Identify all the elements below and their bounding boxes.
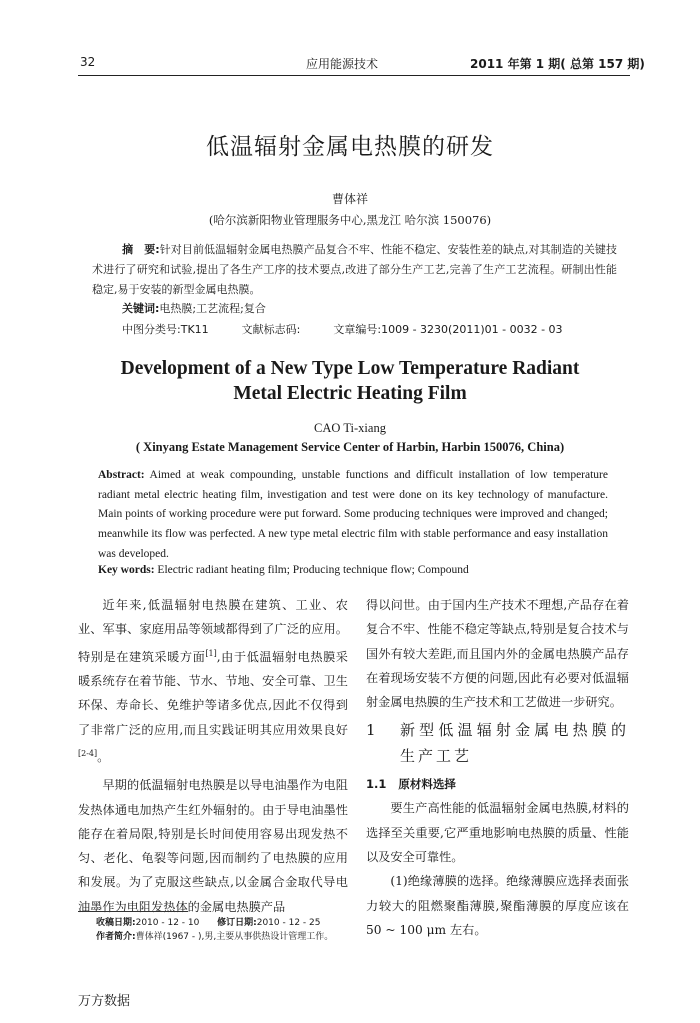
article-no-value: 1009 - 3230(2011)01 - 0032 - 03	[381, 323, 563, 336]
subsection-number: 1.1	[366, 777, 387, 792]
bio-label: 作者简介:	[96, 932, 136, 942]
keywords-en-label: Key words:	[98, 564, 155, 576]
header-rule	[78, 75, 630, 76]
title-zh: 低温辐射金属电热膜的研发	[206, 134, 494, 160]
footnote	[96, 916, 348, 944]
abstract-zh-label: 摘 要:	[122, 243, 160, 256]
body-paragraph: (1)绝缘薄膜的选择。绝缘薄膜应选择表面张力较大的阻燃聚酯薄膜,聚酯薄膜的厚度应该在 50 ~ 100 μm 左右。	[366, 874, 629, 937]
keywords-zh	[122, 300, 266, 316]
doc-code-label: 文献标志码:	[241, 323, 301, 336]
body-right-column	[366, 593, 629, 942]
abstract-en	[98, 466, 608, 565]
issue-info: 2011 年第 1 期( 总第 157 期)	[470, 57, 645, 71]
clc-label: 中图分类号:	[122, 323, 181, 336]
body-left-column	[78, 593, 348, 919]
keywords-zh-text: 电热膜;工艺流程;复合	[159, 302, 266, 315]
section-number: 1	[366, 721, 379, 740]
subsection-heading	[366, 772, 629, 796]
body-paragraph: 要生产高性能的低温辐射金属电热膜,材料的选择至关重要,它严重地影响电热膜的质量、性能以及安全可靠性。	[366, 801, 629, 865]
citation-ref: [1]	[205, 648, 217, 658]
abstract-zh-text: 针对目前低温辐射金属电热膜产品复合不牢、性能不稳定、安装性差的缺点,对其制造的关键技术进行了研究和试验,提出了各生产工序的技术要点,改进了部分生产工艺,完善了生产工艺流程。研制出性能稳定,易于安装的新型金属电热膜。	[92, 243, 617, 296]
abstract-en-text: Aimed at weak compounding, unstable functions and difficult installation of low temperature radiant metal electric heating film, investigation and test were done on its key technology of manufacture. Main points of working procedure were put forward. Some producing techniques were improved and changed; meanwhile its flow was perfected. A new type metal electric film with stable performance and easy installation was developed.	[98, 469, 608, 560]
author-bio: 曹体祥(1967 - ),男,主要从事供热设计管理工作。	[135, 932, 334, 942]
body-paragraph: 早期的低温辐射电热膜是以导电油墨作为电阻发热体通电加热产生红外辐射的。由于导电油墨性能存在着局限,特别是长时间使用容易出现发热不匀、老化、龟裂等问题,因而制约了电热膜的应用和发展。为了克服这些缺点,以金属合金取代导电油墨作为电阻发热体的金属电热膜产品	[78, 778, 348, 914]
author-zh: 曹体祥	[331, 192, 368, 206]
abstract-zh	[92, 240, 617, 300]
affiliation-en: ( Xinyang Estate Management Service Center of Harbin, Harbin 150076, China)	[135, 440, 565, 454]
section-heading	[366, 717, 629, 769]
body-text: 近年来,低温辐射电热膜在建筑、工业、农业、军事、家庭用品等领域都得到了广泛的应用。特别是在建筑采暖方面	[78, 598, 348, 664]
keywords-zh-label: 关键词:	[122, 302, 160, 315]
abstract-en-label: Abstract:	[98, 469, 145, 481]
received-date: 2010 - 12 - 10	[135, 918, 200, 928]
title-en-line1: Development of a New Type Low Temperature Radiant	[120, 358, 580, 379]
title-en-line2: Metal Electric Heating Film	[233, 383, 467, 404]
citation-ref: [2-4]	[78, 748, 98, 758]
watermark: 万方数据	[78, 994, 131, 1009]
subsection-title: 原材料选择	[398, 777, 456, 792]
journal-name: 应用能源技术	[306, 57, 379, 71]
received-label: 收稿日期:	[96, 918, 136, 928]
section-title: 新型低温辐射金属电热膜的生产工艺	[400, 721, 629, 766]
body-text: ,由于低温辐射电热膜采暖系统存在着节能、节水、节地、安全可靠、卫生环保、寿命长、免维护等诸多优点,因此不仅得到了非常广泛的应用,而且实践证明其应用效果良好	[78, 649, 348, 737]
revised-date: 2010 - 12 - 25	[256, 918, 321, 928]
body-text: 。	[97, 749, 110, 764]
author-en: CAO Ti-xiang	[314, 421, 386, 435]
article-no-label: 文章编号:	[333, 323, 382, 336]
classification-zh	[122, 321, 563, 337]
revised-label: 修订日期:	[217, 918, 257, 928]
title-en	[0, 356, 700, 406]
footnote-rule	[78, 911, 188, 912]
page-number: 32	[80, 55, 96, 69]
body-paragraph	[78, 593, 348, 769]
affiliation-zh: (哈尔滨新阳物业管理服务中心,黑龙江 哈尔滨 150076)	[208, 213, 492, 227]
body-paragraph: 得以问世。由于国内生产技术不理想,产品存在着复合不牢、性能不稳定等缺点,特别是复合技术与国外有较大差距,而且国内外的金属电热膜产品存在着现场安装不方便的问题,因此有必要对低温辐射金属电热膜的生产技术和工艺做进一步研究。	[366, 598, 629, 710]
keywords-en	[98, 564, 618, 576]
clc-value: TK11	[180, 323, 209, 336]
keywords-en-text: Electric radiant heating film; Producing technique flow; Compound	[157, 564, 469, 576]
